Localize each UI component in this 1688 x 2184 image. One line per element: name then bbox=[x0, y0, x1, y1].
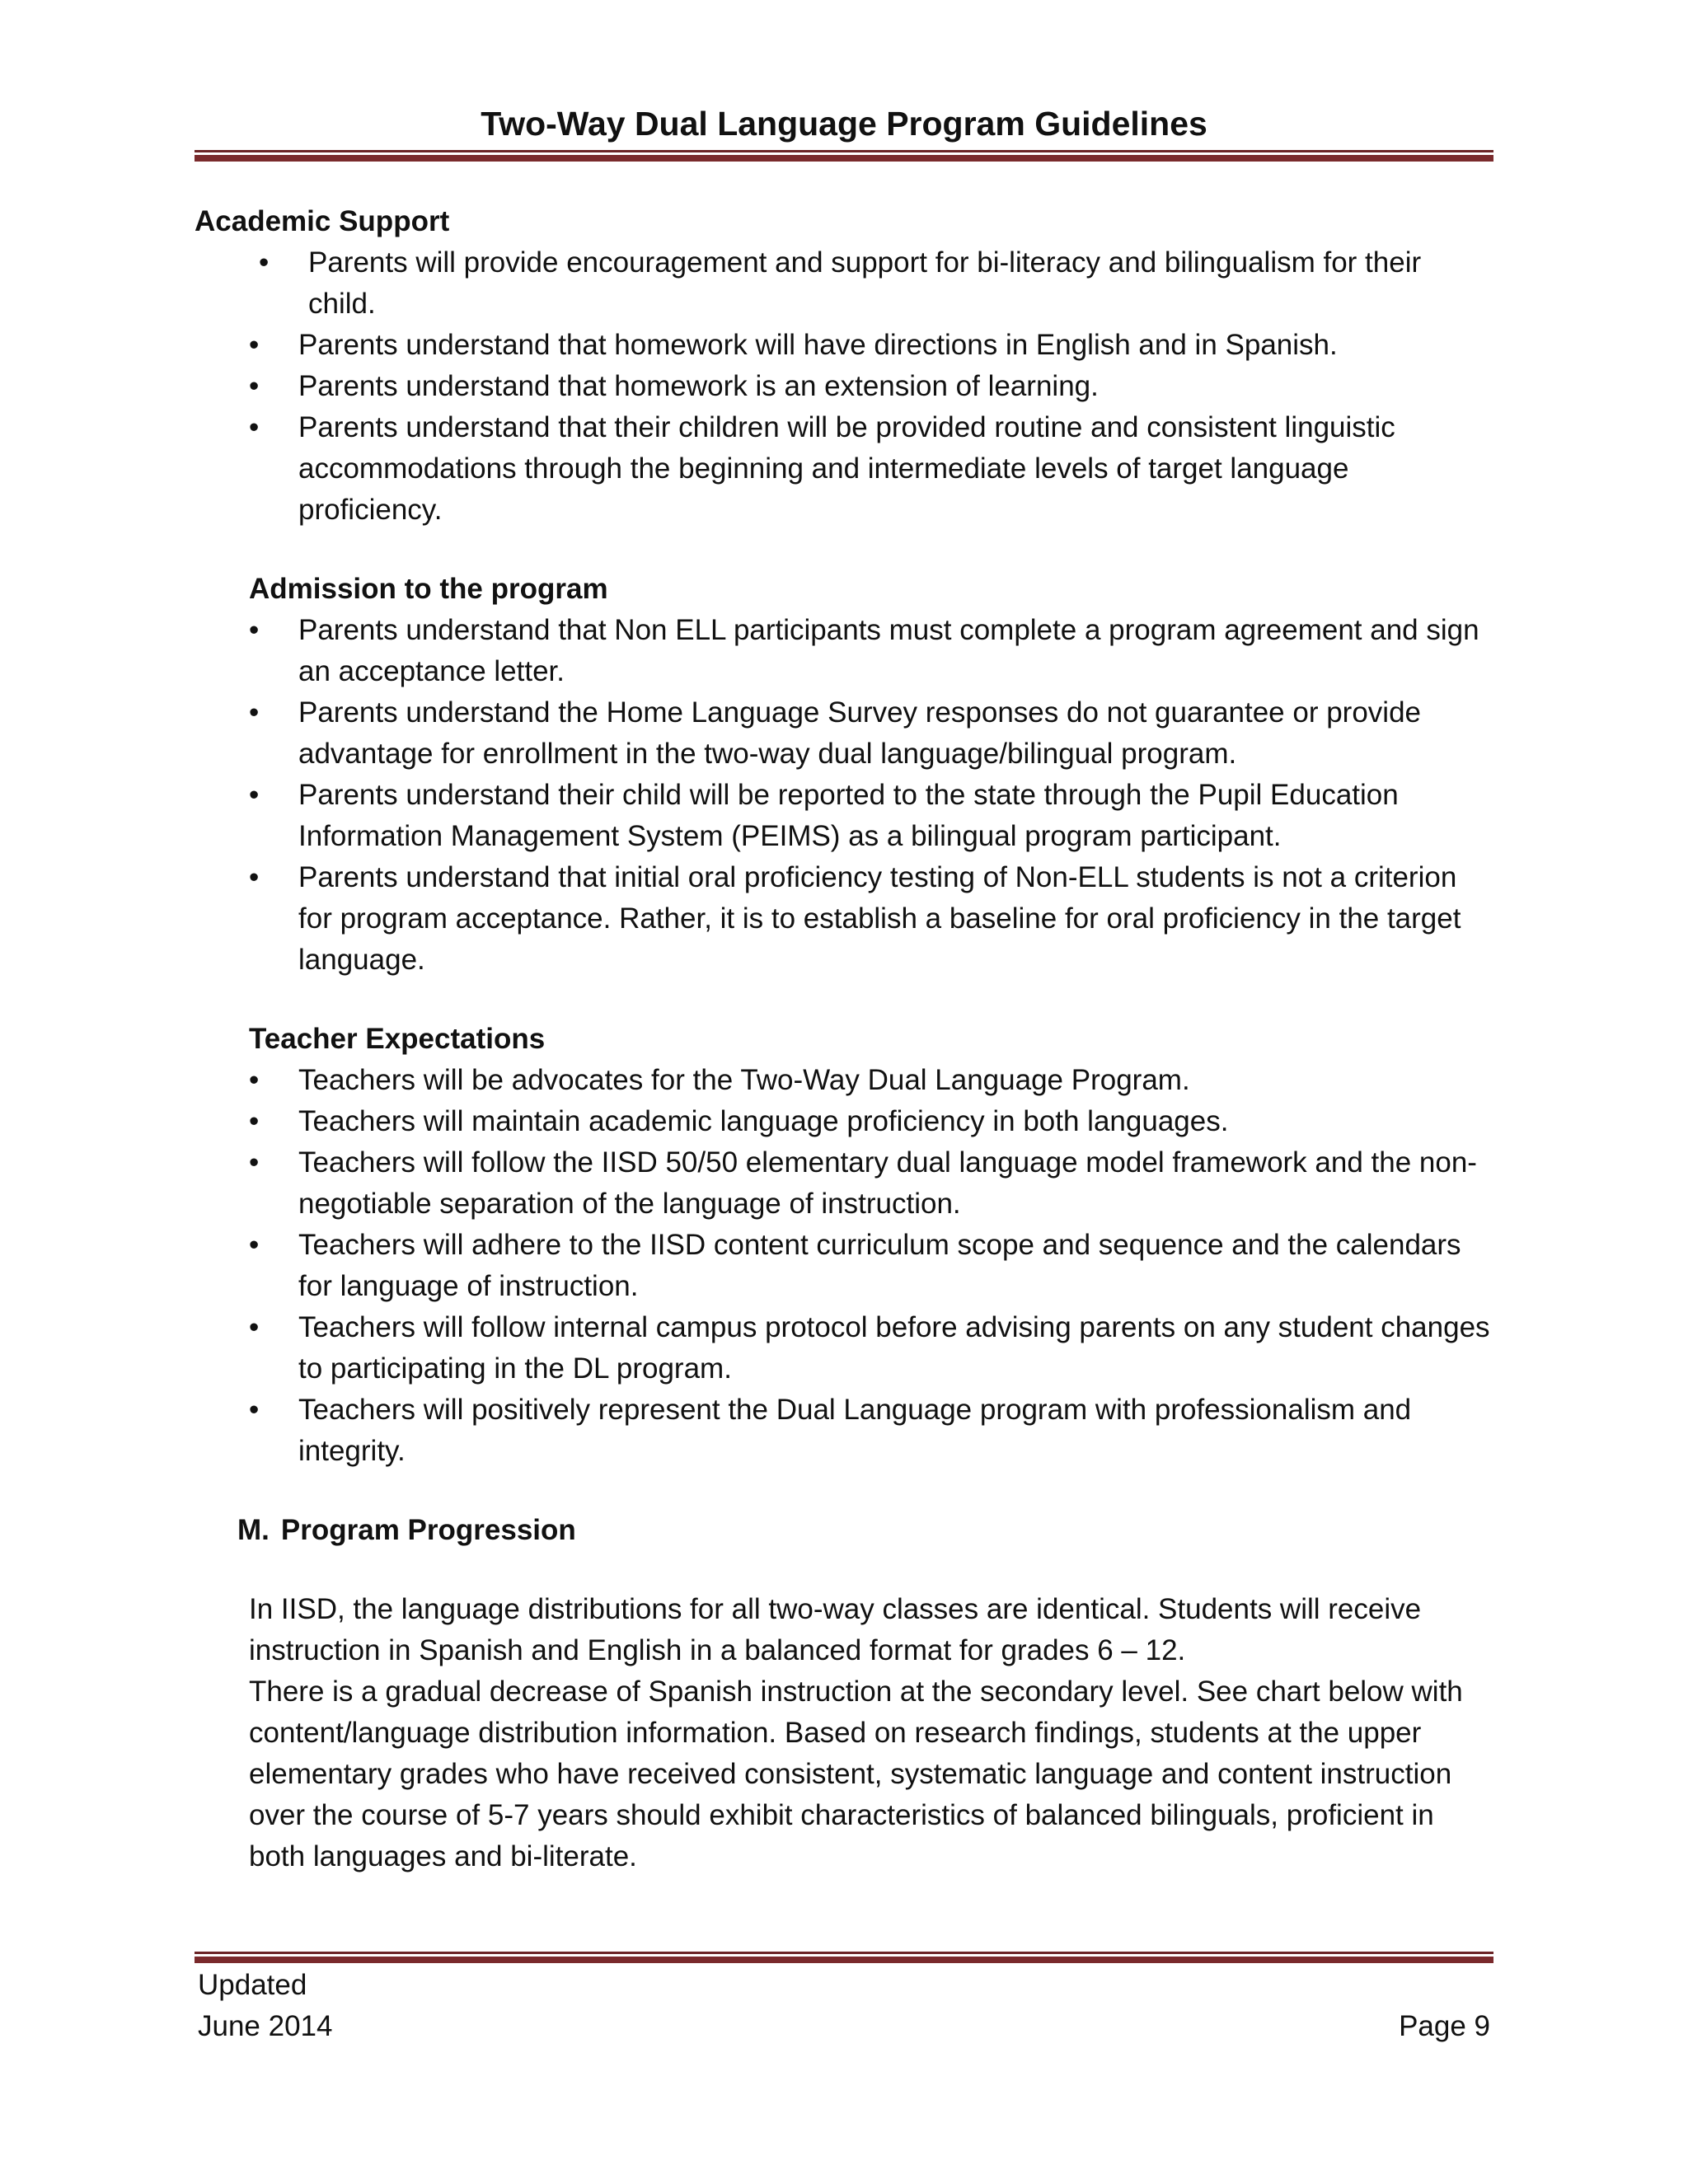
footer-date: June 2014 bbox=[198, 2010, 333, 2042]
list-item bbox=[195, 610, 1493, 692]
list-item-text: Parents understand that homework is an extension of learning. bbox=[298, 370, 1099, 402]
list-item-text: Teachers will maintain academic language proficiency in both languages. bbox=[298, 1105, 1229, 1137]
academic-support-section bbox=[195, 201, 1493, 531]
footer-updated-label: Updated bbox=[198, 1969, 307, 2001]
list-item-text: Parents understand that initial oral proficiency testing of Non-ELL students is not a criterion for program acceptance. Rather, it is to establish a baseline for oral proficiency in the target language. bbox=[298, 861, 1461, 976]
list-item-text: Parents will provide encouragement and support for bi-literacy and bilingualism for their child. bbox=[308, 246, 1422, 320]
paragraph: In IISD, the language distributions for all two-way classes are identical. Students will receive instruction in Spanish and English in a balanced format for grades 6 – 12. bbox=[249, 1593, 1422, 1666]
section-title: Program Progression bbox=[280, 1514, 576, 1546]
bullet-icon: • bbox=[249, 370, 260, 402]
list-item bbox=[195, 692, 1493, 775]
academic-support-heading: Academic Support bbox=[195, 205, 450, 237]
document-body bbox=[195, 201, 1493, 1877]
bullet-icon: • bbox=[249, 1229, 260, 1261]
list-item bbox=[195, 775, 1493, 857]
list-item bbox=[195, 366, 1493, 407]
bullet-icon: • bbox=[249, 696, 260, 729]
academic-support-list bbox=[195, 242, 1493, 531]
teacher-expectations-list bbox=[195, 1060, 1493, 1472]
list-item bbox=[195, 1060, 1493, 1101]
list-item-text: Teachers will positively represent the Dual Language program with professionalism and integrity. bbox=[298, 1394, 1412, 1467]
bullet-icon: • bbox=[249, 1064, 260, 1096]
admission-heading: Admission to the program bbox=[249, 573, 608, 605]
teacher-expectations-heading: Teacher Expectations bbox=[249, 1023, 546, 1055]
teacher-expectations-section bbox=[195, 1019, 1493, 1472]
page-title: Two-Way Dual Language Program Guidelines bbox=[481, 105, 1207, 143]
program-progression-section bbox=[195, 1510, 1493, 1877]
bullet-icon: • bbox=[249, 861, 260, 893]
list-item bbox=[195, 1390, 1493, 1472]
list-item-text: Parents understand that homework will have directions in English and in Spanish. bbox=[298, 329, 1338, 361]
bullet-icon: • bbox=[249, 1105, 260, 1137]
bullet-icon: • bbox=[249, 411, 260, 443]
list-item-text: Teachers will be advocates for the Two-Way Dual Language Program. bbox=[298, 1064, 1190, 1096]
list-item-text: Parents understand that Non ELL participants must complete a program agreement and sign an acceptance letter. bbox=[298, 614, 1479, 687]
list-item-text: Teachers will follow the IISD 50/50 elementary dual language model framework and the non-negotiable separation of the language of instruction. bbox=[298, 1146, 1477, 1220]
section-number: M. bbox=[237, 1514, 270, 1546]
page-number: Page 9 bbox=[1399, 2010, 1490, 2042]
paragraph: There is a gradual decrease of Spanish instruction at the secondary level. See chart below with content/language distribution information. Based on research findings, students at the upper elementary grades who have received consistent, systematic language and content instruction over the course of 5-7 years should exhibit characteristics of balanced bilinguals, proficient in both languages and bi-literate. bbox=[249, 1675, 1463, 1872]
admission-list bbox=[195, 610, 1493, 981]
bullet-icon: • bbox=[249, 329, 260, 361]
footer-updated bbox=[198, 1965, 332, 2047]
bullet-icon: • bbox=[249, 614, 260, 646]
list-item-text: Teachers will adhere to the IISD content curriculum scope and sequence and the calendars for language of instruction. bbox=[298, 1229, 1461, 1302]
list-item-text: Parents understand the Home Language Survey responses do not guarantee or provide advantage for enrollment in the two-way dual language/bilingual program. bbox=[298, 696, 1422, 770]
list-item bbox=[195, 857, 1493, 981]
list-item bbox=[195, 1101, 1493, 1142]
list-item bbox=[195, 1307, 1493, 1390]
list-item-text: Parents understand their child will be reported to the state through the Pupil Education Information Management System (PEIMS) as a bilingual program participant. bbox=[298, 779, 1399, 852]
admission-section bbox=[195, 569, 1493, 981]
list-item bbox=[195, 325, 1493, 366]
bullet-icon: • bbox=[249, 779, 260, 811]
footer-divider bbox=[195, 1952, 1493, 1963]
list-item-text: Parents understand that their children will be provided routine and consistent linguistic accommodations through the beginning and intermediate levels of target language proficiency. bbox=[298, 411, 1395, 526]
bullet-icon: • bbox=[259, 246, 270, 279]
list-item bbox=[195, 1142, 1493, 1225]
bullet-icon: • bbox=[249, 1146, 260, 1179]
bullet-icon: • bbox=[249, 1394, 260, 1426]
bullet-icon: • bbox=[249, 1311, 260, 1343]
header-divider bbox=[195, 150, 1493, 162]
list-item bbox=[195, 1225, 1493, 1307]
list-item bbox=[195, 242, 1493, 325]
list-item-text: Teachers will follow internal campus protocol before advising parents on any student changes to participating in the DL program. bbox=[298, 1311, 1490, 1385]
list-item bbox=[195, 407, 1493, 531]
program-progression-heading bbox=[195, 1510, 1493, 1551]
